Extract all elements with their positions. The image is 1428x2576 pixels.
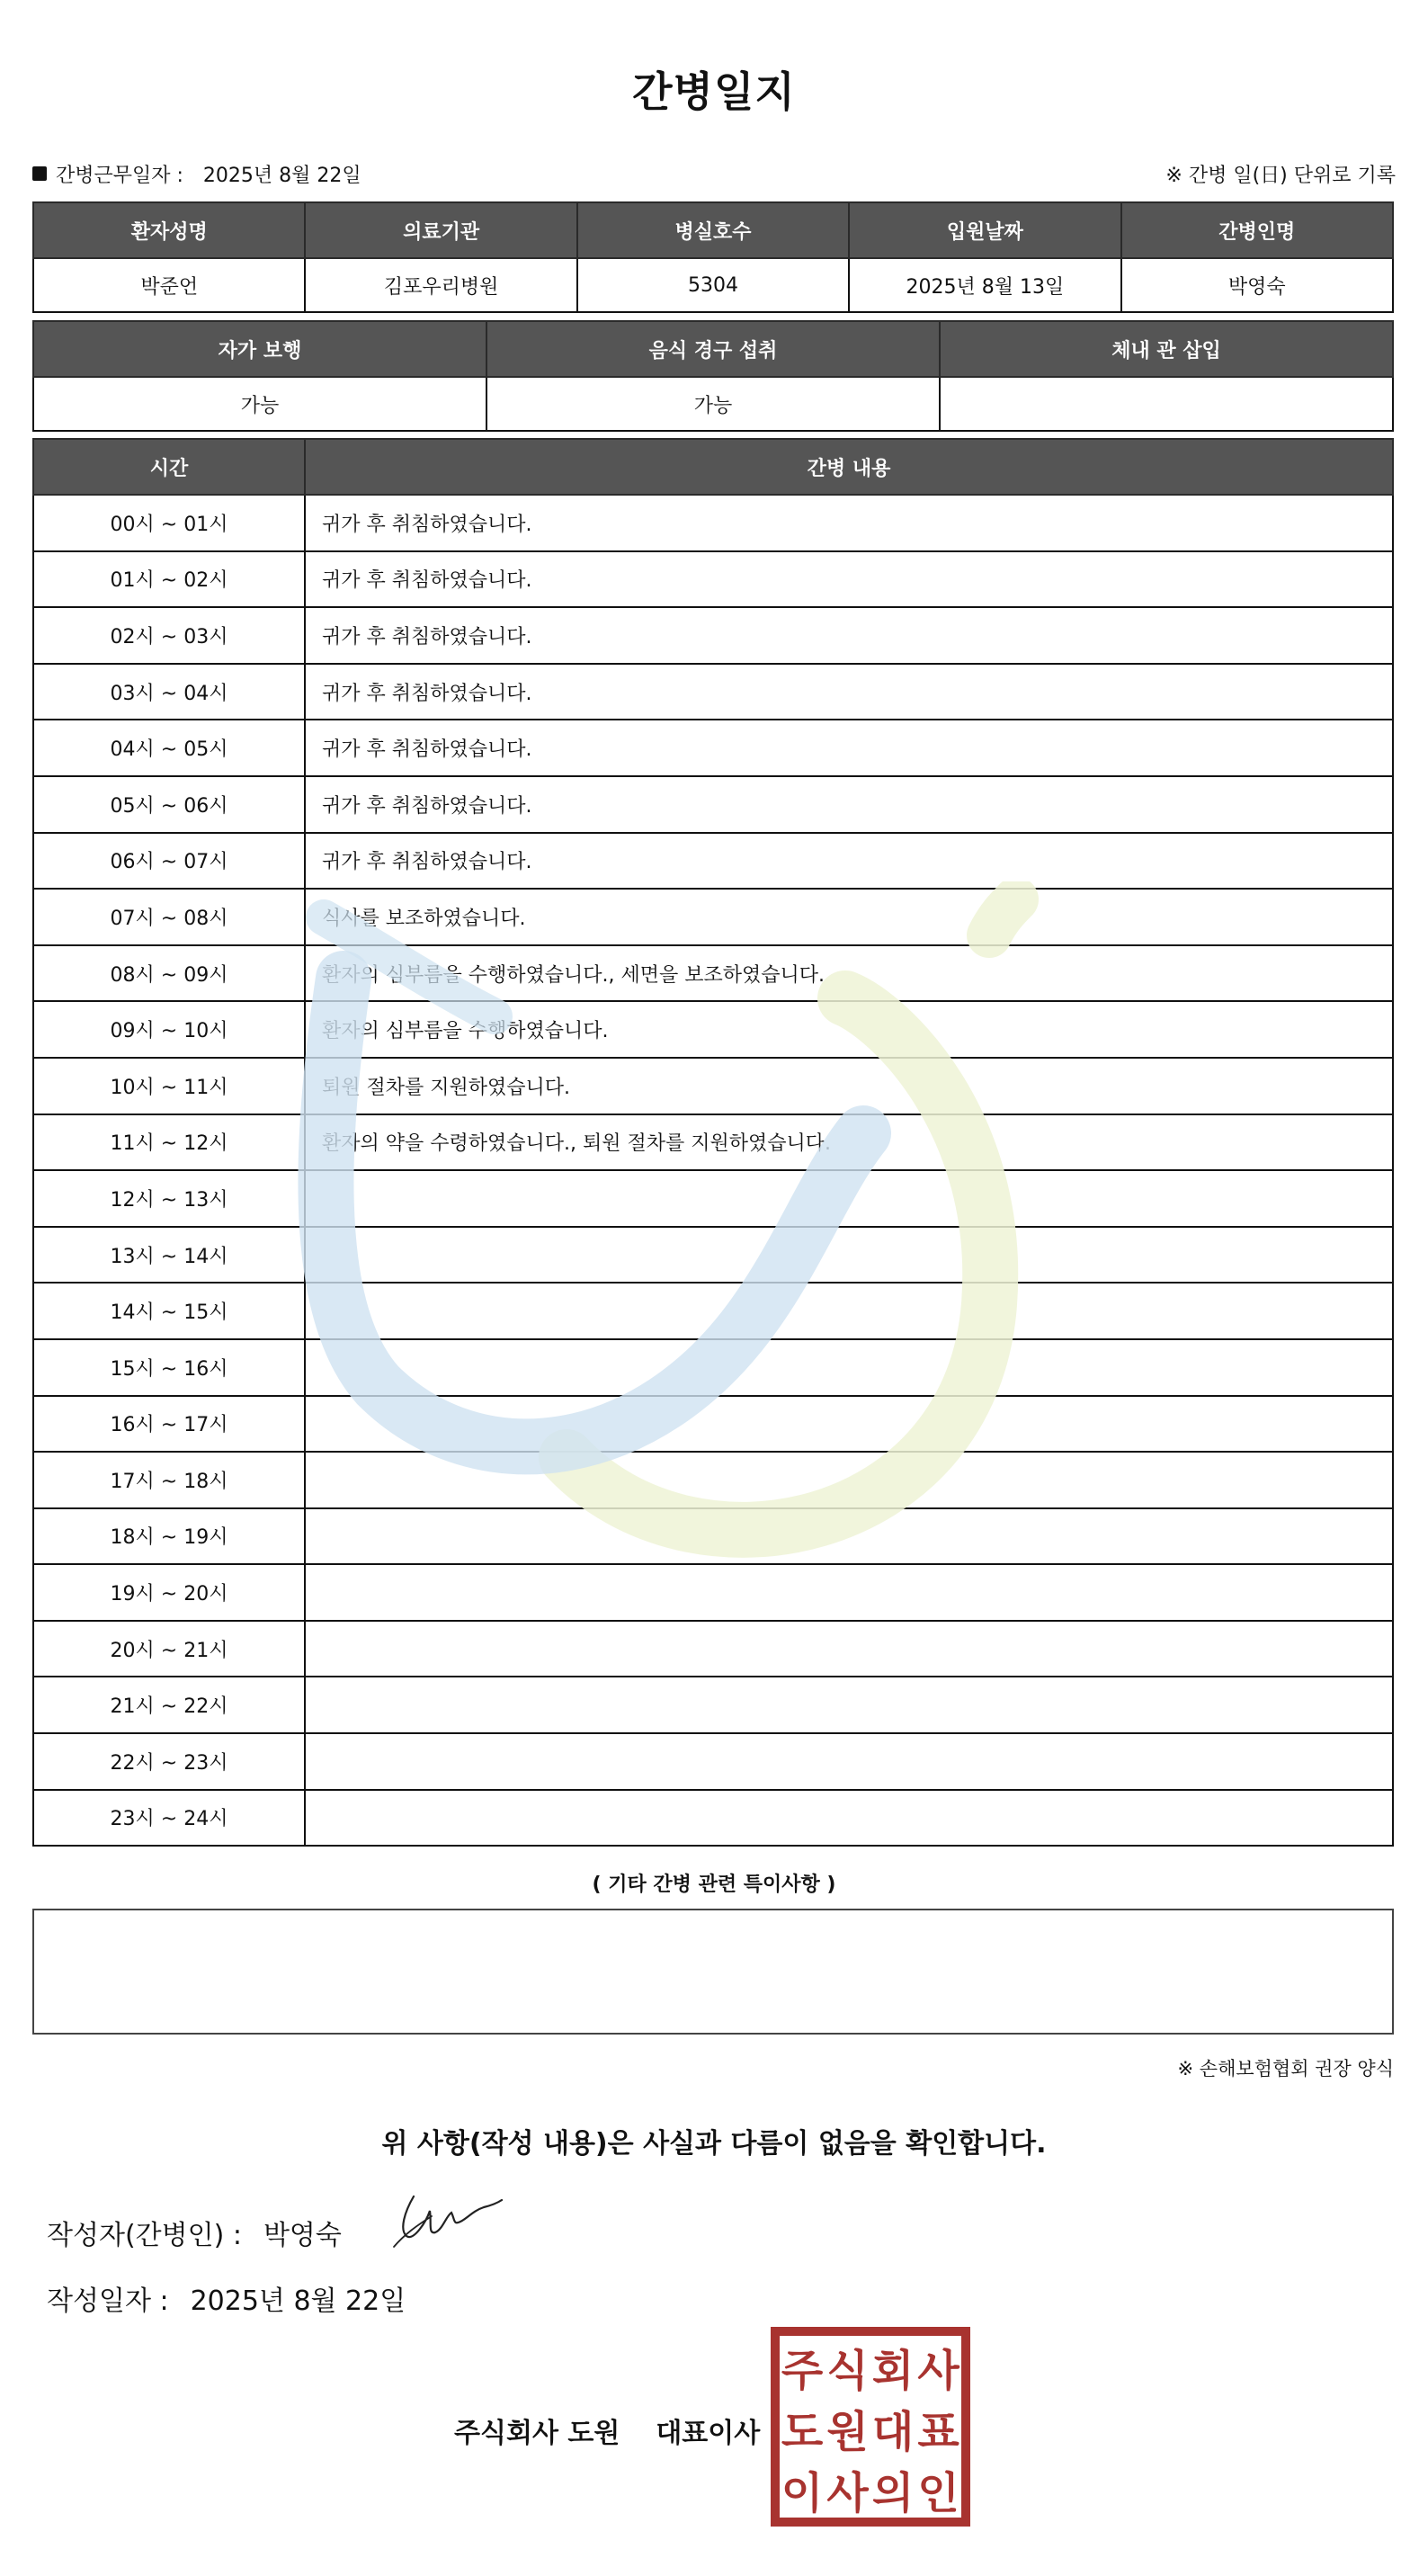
log-time: 04시 ~ 05시	[33, 720, 305, 776]
log-content: 환자의 심부름을 수행하였습니다.	[305, 1001, 1393, 1058]
writer-line	[47, 2213, 342, 2252]
table-header-row	[33, 321, 1393, 377]
seal-character: 사	[826, 2468, 869, 2518]
written-date-value: 2025년 8월 22일	[190, 2285, 406, 2317]
patient-name: 박준언	[33, 258, 305, 312]
document-title: 간병일지	[632, 67, 796, 116]
log-time: 14시 ~ 15시	[33, 1283, 305, 1339]
header-patient-name: 환자성명	[33, 202, 305, 258]
table-row	[33, 833, 1393, 890]
log-time: 23시 ~ 24시	[33, 1790, 305, 1847]
header-hospital: 의료기관	[305, 202, 576, 258]
patient-info-table	[32, 201, 1394, 313]
log-content	[305, 1339, 1393, 1396]
table-row	[33, 1733, 1393, 1790]
table-row	[33, 1452, 1393, 1508]
table-row	[33, 1170, 1393, 1227]
table-row	[33, 1677, 1393, 1733]
association-note: ※ 손해보험협회 권장 양식	[1177, 2058, 1394, 2080]
log-content	[305, 1564, 1393, 1621]
header-oral-intake: 음식 경구 섭취	[486, 321, 940, 377]
log-content: 귀가 후 취침하였습니다.	[305, 833, 1393, 890]
log-time: 06시 ~ 07시	[33, 833, 305, 890]
written-date-line	[47, 2278, 406, 2318]
table-header-row	[33, 202, 1393, 258]
table-row	[33, 1114, 1393, 1171]
table-row	[33, 1058, 1393, 1114]
seal-character: 회	[871, 2346, 915, 2396]
log-time: 21시 ~ 22시	[33, 1677, 305, 1733]
seal-character: 도	[781, 2407, 824, 2457]
log-time: 22시 ~ 23시	[33, 1733, 305, 1790]
company-line	[454, 2411, 760, 2450]
header-care-content: 간병 내용	[305, 439, 1393, 495]
log-time: 00시 ~ 01시	[33, 495, 305, 551]
log-content	[305, 1170, 1393, 1227]
table-row	[33, 495, 1393, 551]
log-content	[305, 1733, 1393, 1790]
log-time: 02시 ~ 03시	[33, 607, 305, 664]
log-content: 환자의 심부름을 수행하였습니다., 세면을 보조하였습니다.	[305, 945, 1393, 1002]
log-time: 09시 ~ 10시	[33, 1001, 305, 1058]
table-row	[33, 1396, 1393, 1453]
patient-status-table	[32, 320, 1394, 432]
log-content: 환자의 약을 수령하였습니다., 퇴원 절차를 지원하였습니다.	[305, 1114, 1393, 1171]
log-content: 퇴원 절차를 지원하였습니다.	[305, 1058, 1393, 1114]
oral-intake-value: 가능	[486, 377, 940, 431]
seal-character: 이	[781, 2468, 824, 2518]
log-time: 18시 ~ 19시	[33, 1508, 305, 1565]
table-row	[33, 776, 1393, 833]
log-content	[305, 1621, 1393, 1677]
log-content	[305, 1396, 1393, 1453]
self-walking-value: 가능	[33, 377, 486, 431]
log-content	[305, 1790, 1393, 1847]
log-time: 11시 ~ 12시	[33, 1114, 305, 1171]
handwritten-signature	[387, 2180, 504, 2252]
header-room: 병실호수	[577, 202, 849, 258]
table-row	[33, 1790, 1393, 1847]
hospital-name: 김포우리병원	[305, 258, 576, 312]
meta-row	[32, 158, 1396, 189]
confirmation-statement: 위 사항(작성 내용)은 사실과 다름이 없음을 확인합니다.	[381, 2128, 1047, 2160]
square-bullet-icon	[32, 166, 47, 181]
seal-character: 의	[871, 2468, 915, 2518]
table-row	[33, 1227, 1393, 1284]
log-time: 16시 ~ 17시	[33, 1396, 305, 1453]
log-time: 17시 ~ 18시	[33, 1452, 305, 1508]
log-time: 10시 ~ 11시	[33, 1058, 305, 1114]
log-content: 귀가 후 취침하였습니다.	[305, 495, 1393, 551]
special-notes-title: ( 기타 간병 관련 특이사항 )	[592, 1874, 836, 1896]
log-content: 귀가 후 취침하였습니다.	[305, 607, 1393, 664]
table-row	[33, 1283, 1393, 1339]
company-name: 주식회사 도원	[454, 2418, 620, 2449]
table-row	[33, 945, 1393, 1002]
care-log-body	[33, 495, 1393, 1846]
seal-character: 주	[781, 2346, 824, 2396]
table-row	[33, 1621, 1393, 1677]
log-content: 귀가 후 취침하였습니다.	[305, 664, 1393, 720]
written-date-label: 작성일자 :	[47, 2285, 169, 2317]
special-notes-box	[32, 1909, 1394, 2035]
seal-character: 식	[826, 2346, 869, 2396]
log-content	[305, 1283, 1393, 1339]
writer-label: 작성자(간병인) :	[47, 2220, 242, 2251]
log-time: 15시 ~ 16시	[33, 1339, 305, 1396]
work-date-value: 2025년 8월 22일	[202, 164, 361, 187]
room-number: 5304	[577, 258, 849, 312]
seal-character: 인	[917, 2468, 959, 2518]
seal-character: 사	[917, 2346, 959, 2396]
log-content	[305, 1508, 1393, 1565]
seal-character: 표	[917, 2407, 959, 2457]
log-time: 03시 ~ 04시	[33, 664, 305, 720]
log-content: 식사를 보조하였습니다.	[305, 889, 1393, 945]
log-content: 귀가 후 취침하였습니다.	[305, 720, 1393, 776]
log-time: 20시 ~ 21시	[33, 1621, 305, 1677]
table-row	[33, 889, 1393, 945]
log-content	[305, 1677, 1393, 1733]
log-content	[305, 1452, 1393, 1508]
caregiver-name: 박영숙	[1121, 258, 1393, 312]
log-time: 05시 ~ 06시	[33, 776, 305, 833]
header-caregiver: 간병인명	[1121, 202, 1393, 258]
log-time: 12시 ~ 13시	[33, 1170, 305, 1227]
header-admission-date: 입원날짜	[849, 202, 1120, 258]
table-row	[33, 1508, 1393, 1565]
table-row	[33, 1001, 1393, 1058]
header-time: 시간	[33, 439, 305, 495]
table-row	[33, 551, 1393, 608]
log-time: 13시 ~ 14시	[33, 1227, 305, 1284]
table-header-row	[33, 439, 1393, 495]
work-date	[32, 160, 361, 188]
log-content: 귀가 후 취침하였습니다.	[305, 776, 1393, 833]
company-seal-stamp	[770, 2326, 971, 2527]
log-content: 귀가 후 취침하였습니다.	[305, 551, 1393, 608]
seal-character: 대	[871, 2407, 915, 2457]
header-self-walking: 자가 보행	[33, 321, 486, 377]
table-row	[33, 664, 1393, 720]
admission-date: 2025년 8월 13일	[849, 258, 1120, 312]
log-time: 19시 ~ 20시	[33, 1564, 305, 1621]
seal-character: 원	[826, 2407, 869, 2457]
work-date-label: 간병근무일자 :	[56, 164, 183, 187]
log-content	[305, 1227, 1393, 1284]
header-tube-insertion: 체내 관 삽입	[940, 321, 1393, 377]
log-time: 07시 ~ 08시	[33, 889, 305, 945]
table-row	[33, 607, 1393, 664]
writer-name: 박영숙	[263, 2220, 342, 2251]
care-log-table	[32, 438, 1394, 1847]
table-row	[33, 377, 1393, 431]
log-time: 01시 ~ 02시	[33, 551, 305, 608]
table-row	[33, 258, 1393, 312]
table-row	[33, 1339, 1393, 1396]
log-time: 08시 ~ 09시	[33, 945, 305, 1002]
table-row	[33, 720, 1393, 776]
table-row	[33, 1564, 1393, 1621]
record-unit-note: ※ 간병 일(日) 단위로 기록	[1165, 164, 1396, 187]
company-role: 대표이사	[656, 2418, 761, 2449]
tube-insertion-value	[940, 377, 1393, 431]
